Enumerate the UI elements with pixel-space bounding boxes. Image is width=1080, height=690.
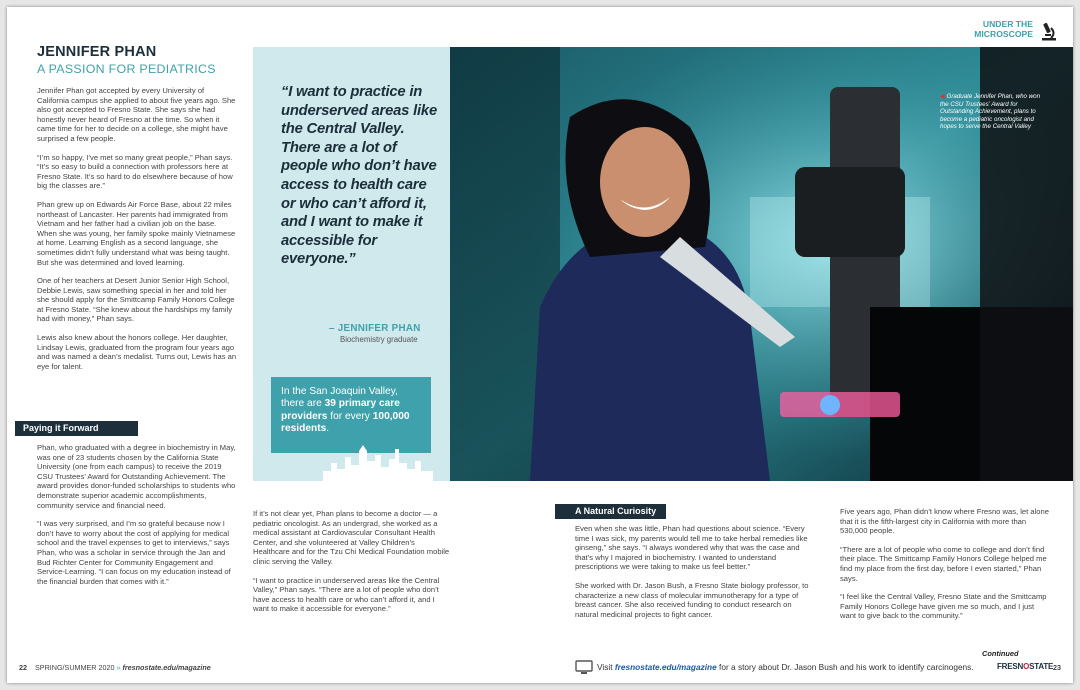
- magazine-spread: [7, 7, 1073, 683]
- paragraph: Phan grew up on Edwards Air Force Base, about 22 miles northeast of Lancaster. Her parents had immigrated from Vietnam and her father had a civilian job on the base. When she was young, her family spoke mainly Vietnamese at home. Learning English as a second language, she sometimes didn’t fully understand what was being taught. But she was determined and loved learning.: [37, 199, 236, 267]
- stat-post: .: [326, 422, 330, 434]
- column-3: [575, 524, 811, 628]
- paragraph: Five years ago, Phan didn’t know where Fresno was, let alone that it is the fifth-largest city in California with more than 530,000 people.: [840, 507, 1049, 536]
- footer-left: [19, 663, 211, 672]
- section-label-line-1: UNDER THE: [982, 19, 1033, 29]
- monitor-icon: [575, 660, 593, 675]
- column-4-paragraphs: [840, 507, 1050, 621]
- pull-quote-role: Biochemistry graduate: [340, 335, 418, 344]
- column-3-paragraphs: [575, 524, 811, 619]
- paragraph: Phan, who graduated with a degree in biochemistry in May, was one of 23 students chosen by the California State University (one from each campus) to receive the 2019 CSU Trustees’ Award for Outstanding Achievement. The award provides donor-funded scholarships to students who demonstrate superior academic accomplishments, community service and financial need.: [37, 443, 236, 510]
- paragraph: “There are a lot of people who come to college and don’t find their place. The Smittcamp Family Honors College helped me find my place from the first day, before I even started,” Phan says.: [840, 544, 1047, 583]
- column-1-paragraphs: [37, 86, 238, 371]
- column-4: [840, 507, 1050, 630]
- skyline-icon: [323, 441, 433, 481]
- caption-text: Graduate Jennifer Phan, who won the CSU Trustees’ Award for Outstanding Achievement, plans to become a pediatric oncologist and hopes to serve the Central Valley: [940, 93, 1041, 131]
- logo-part-1: FRESN: [997, 662, 1024, 671]
- logo-part-2: STATE: [1029, 662, 1054, 671]
- section-heading-natural-curiosity: A Natural Curiosity: [555, 504, 666, 519]
- section-label: [961, 19, 1033, 39]
- photo-caption: [940, 93, 1048, 131]
- paragraph: One of her teachers at Desert Junior Senior High School, Debbie Lewis, saw something special in her and told her she should apply for the Smittcamp Family Honors College at Fresno State. “She knew about the hardships my family had with money,” Phan says.: [37, 276, 235, 324]
- paragraph: “I was very surprised, and I’m so grateful because now I don’t have to worry about the cost of applying for medical school and the travel expenses to get to interviews,” says Phan, who was a scholar in service through the Jan and Bud Richter Center for Community Engagement and Service-Learning. “I can focus on my education instead of the financial burden that comes with it.”: [37, 519, 231, 586]
- stat-pre: In the San Joaquin Valley, there are: [281, 386, 398, 410]
- section-heading-paying-it-forward: Paying it Forward: [15, 421, 138, 436]
- section-label-line-2: MICROSCOPE: [974, 29, 1033, 39]
- column-1-lower: [37, 443, 238, 595]
- paragraph: “I feel like the Central Valley, Fresno State and the Smittcamp Family Honors College have given me so much, and I just want to give back to the community.”: [840, 592, 1047, 621]
- column-2-paragraphs: [253, 509, 450, 614]
- pull-quote-panel: [253, 47, 450, 481]
- microscope-icon: [1039, 20, 1059, 42]
- section-1-paragraphs: [37, 443, 238, 586]
- paragraph: She worked with Dr. Jason Bush, a Fresno State biology professor, to characterize a new class of molecular immunotherapy for a type of breast cancer. She also received funding to conduct research on natural medicinal projects to fight cancer.: [575, 580, 809, 619]
- issue-label: SPRING/SUMMER 2020: [35, 663, 115, 672]
- page-number-right: 23: [1053, 663, 1061, 672]
- paragraph: If it’s not clear yet, Phan plans to become a doctor — a pediatric oncologist. As an undergrad, she worked as a medical assistant at Cardiovascular Consultant Health Center, and she volunteered at Valley Children’s Healthcare and for the Tzu Chi Medical Foundation mobile clinic serving the Valley.: [253, 509, 450, 566]
- stat-mid: for every: [327, 410, 373, 422]
- paragraph: “I want to practice in underserved areas like the Central Valley,” Phan says. “There are a lot of people who don’t have access to health care or who can’t afford it, and I want to make it accessible for everyone.”: [253, 575, 440, 614]
- article-title: JENNIFER PHAN: [37, 44, 157, 60]
- paragraph: Even when she was little, Phan had questions about science. “Every time I was sick, my parents would tell me to take herbal remedies like ginseng,” she says. “I always wondered why that was the case and that’s why I majored in biochemistry. I wanted to understand prescriptions we were taking to make us feel better.”: [575, 524, 808, 572]
- continued-label: Continued: [982, 649, 1019, 658]
- stat-residents: 100,000 residents: [281, 410, 410, 434]
- paragraph: Jennifer Phan got accepted by every University of California campus she applied to about five years ago. She also got accepted to Fresno State. She says she had honestly never heard of Fresno at the time. So when it came time for her to decide on a college, she might have surprised a few people.: [37, 86, 236, 143]
- visit-pre: Visit: [597, 662, 615, 672]
- magazine-url[interactable]: fresnostate.edu/magazine: [122, 663, 211, 672]
- pull-quote-attribution: – JENNIFER PHAN: [329, 323, 421, 334]
- paragraph: Lewis also knew about the honors college. Her daughter, Lindsay Lewis, graduated from the program four years ago and was named a dean’s medalist. Turns out, Lewis has an eye for talent.: [37, 333, 237, 371]
- page-number-left: 22: [19, 663, 27, 672]
- footer-separator: »: [116, 663, 121, 672]
- hero-photo: [450, 47, 1073, 481]
- caption-arrow-icon: ◀: [940, 93, 945, 100]
- visit-note: [597, 662, 974, 672]
- column-1: [37, 86, 238, 380]
- fresno-state-logo: [997, 662, 1053, 671]
- visit-post: for a story about Dr. Jason Bush and his work to identify carcinogens.: [716, 662, 974, 672]
- column-2: [253, 509, 450, 623]
- paragraph: “I’m so happy, I’ve met so many great people,” Phan says. “It’s so easy to build a connection with professors here at Fresno State. It’s so hard to do elsewhere because of how big the classes are.”: [37, 152, 233, 191]
- stat-providers: 39 primary care providers: [281, 398, 400, 422]
- article-subtitle: A PASSION FOR PEDIATRICS: [37, 62, 216, 76]
- pull-quote-text: “I want to practice in underserved areas like the Central Valley. There are a lot of people who don’t have access to health care or who can’t afford it, and I want to make it accessible for everyone.”: [281, 84, 437, 268]
- visit-link[interactable]: fresnostate.edu/magazine: [614, 662, 717, 672]
- logo-o-icon: O: [1023, 662, 1030, 671]
